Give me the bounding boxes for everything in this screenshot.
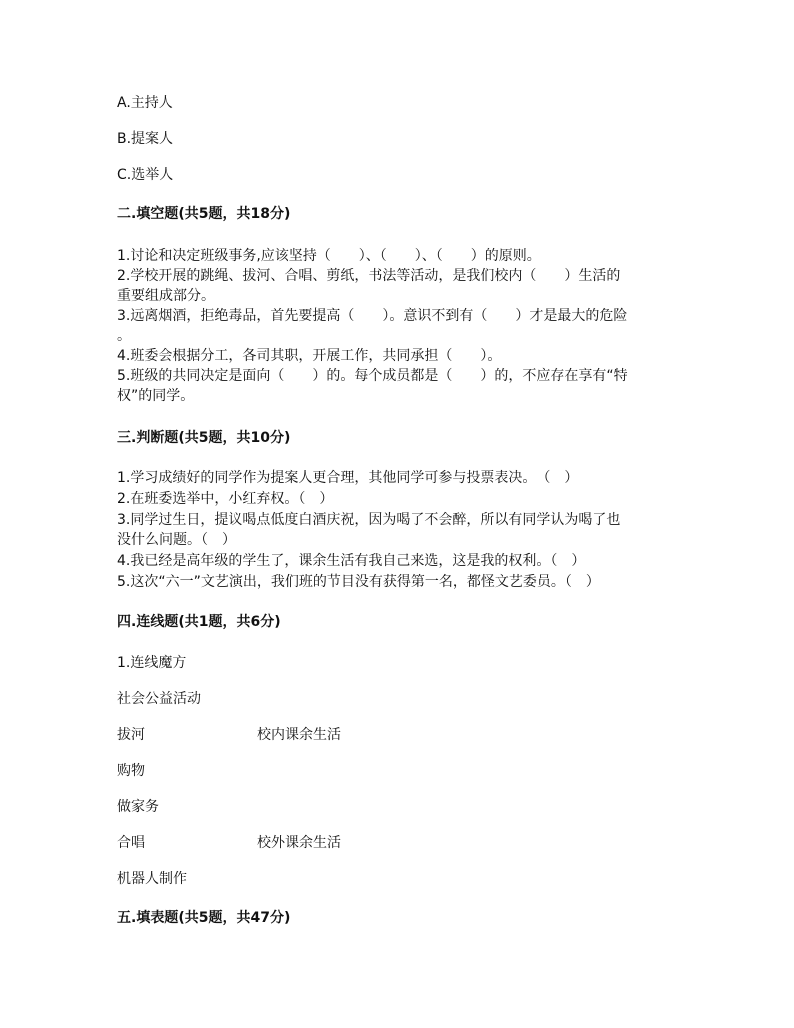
matching-left-item: 合唱 — [117, 835, 145, 851]
matching-right-item: 校内课余生活 — [257, 727, 341, 743]
matching-left-item: 社会公益活动 — [117, 691, 201, 707]
option-a: A.主持人 — [117, 95, 173, 111]
section-5-heading: 五.填表题(共5题，共47分) — [117, 910, 291, 926]
matching-left-item: 机器人制作 — [117, 871, 187, 887]
fill-blank-line: 5.班级的共同决定是面向（ ）的。每个成员都是（ ）的，不应存在享有“特 — [117, 368, 628, 384]
fill-blank-line: 权”的同学。 — [117, 388, 195, 404]
fill-blank-line: 2.学校开展的跳绳、拔河、合唱、剪纸，书法等活动，是我们校内（ ）生活的 — [117, 268, 621, 284]
fill-blank-line: 4.班委会根据分工，各司其职，开展工作，共同承担（ ）。 — [117, 348, 502, 364]
judgment-line: 3.同学过生日，提议喝点低度白酒庆祝，因为喝了不会醉，所以有同学认为喝了也 — [117, 512, 621, 528]
judgment-line: 4.我已经是高年级的学生了，课余生活有我自己来选，这是我的权利。（ ） — [117, 553, 586, 569]
fill-blank-line: 。 — [117, 328, 131, 344]
option-c: C.选举人 — [117, 167, 174, 183]
judgment-line: 2.在班委选举中，小红弃权。（ ） — [117, 491, 334, 507]
judgment-line: 1.学习成绩好的同学作为提案人更合理，其他同学可参与投票表决。 （ ） — [117, 470, 579, 486]
section-2-heading: 二.填空题(共5题，共18分) — [117, 206, 291, 222]
fill-blank-line: 1.讨论和决定班级事务,应该坚持（ ）、（ ）、（ ）的原则。 — [117, 248, 541, 264]
matching-right-item: 校外课余生活 — [257, 835, 341, 851]
matching-left-item: 购物 — [117, 763, 145, 779]
judgment-line: 5.这次“六一”文艺演出，我们班的节目没有获得第一名，都怪文艺委员。（ ） — [117, 574, 600, 590]
matching-left-item: 拔河 — [117, 727, 145, 743]
section-4-heading: 四.连线题(共1题，共6分) — [117, 614, 281, 630]
judgment-line: 没什么问题。（ ） — [117, 532, 236, 548]
matching-left-item: 做家务 — [117, 799, 159, 815]
option-b: B.提案人 — [117, 131, 174, 147]
fill-blank-line: 重要组成部分。 — [117, 288, 215, 304]
matching-question: 1.连线魔方 — [117, 655, 187, 671]
fill-blank-line: 3.远离烟酒，拒绝毒品，首先要提高（ ）。意识不到有（ ）才是最大的危险 — [117, 308, 628, 324]
section-3-heading: 三.判断题(共5题，共10分) — [117, 430, 291, 446]
